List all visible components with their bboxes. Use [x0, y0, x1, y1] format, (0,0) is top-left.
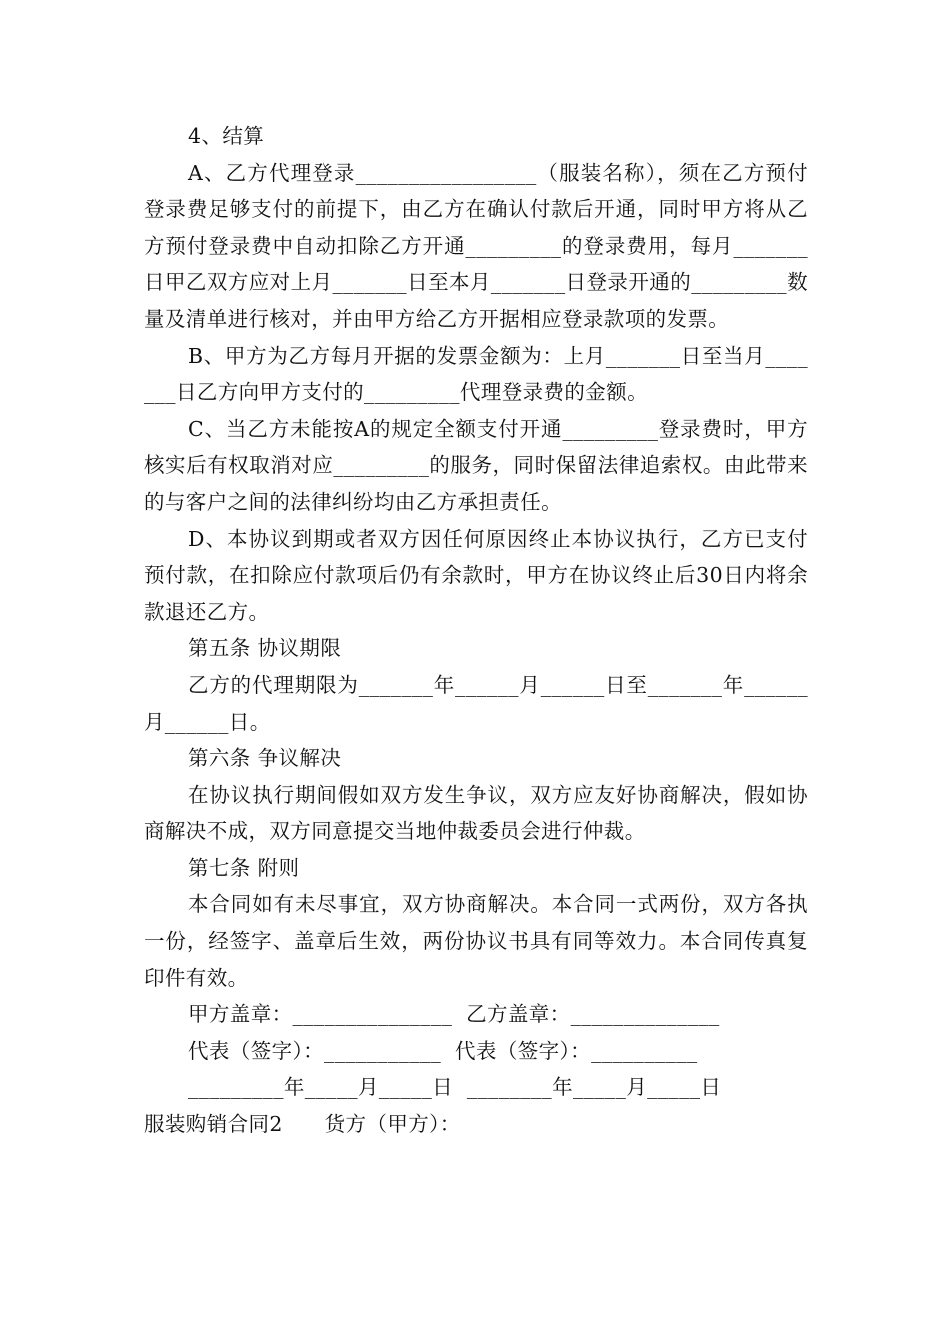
date-line: _________年_____月_____日 ________年_____月_____日: [188, 1075, 722, 1100]
clause-a-paragraph: A、乙方代理登录_________________（服装名称），须在乙方预付登录费足够支付的前提下，由乙方在确认付款后开通，同时甲方将从乙方预付登录费中自动扣除乙方开通_________的登录费用，每月_______日甲乙双方应对上月_______日至本月_______日登录开通的_________数量及清单进行核对，并由甲方给乙方开据相应登录款项的发票。: [144, 160, 808, 331]
document-body: [144, 118, 808, 1143]
clause-c-paragraph: C、当乙方未能按A的规定全额支付开通_________登录费时，甲方核实后有权取消对应_________的服务，同时保留法律追索权。由此带来的与客户之间的法律纠纷均由乙方承担责任。: [144, 416, 808, 514]
supplementary-paragraph: 本合同如有未尽事宜，双方协商解决。本合同一式两份，双方各执一份，经签字、盖章后生效，两份协议书具有同等效力。本合同传真复印件有效。: [144, 892, 808, 990]
representative-line: 代表（签字）：___________ 代表（签字）：__________: [188, 1038, 698, 1063]
article-6-heading: 第六条 争议解决: [188, 746, 342, 771]
article-7-heading: 第七条 附则: [188, 855, 300, 880]
next-contract-title-line: 服装购销合同2 货方（甲方）：: [144, 1112, 461, 1137]
agency-term-paragraph: 乙方的代理期限为_______年______月______日至_______年______月______日。: [144, 672, 808, 734]
section-heading-settlement: 4、结算: [188, 124, 265, 148]
article-5-heading: 第五条 协议期限: [188, 636, 342, 661]
clause-b-paragraph: B、甲方为乙方每月开据的发票金额为：上月_______日至当月_______日乙方向甲方支付的_________代理登录费的金额。: [144, 343, 808, 405]
clause-d-paragraph: D、本协议到期或者双方因任何原因终止本协议执行，乙方已支付预付款，在扣除应付款项后仍有余款时，甲方在协议终止后30日内将余款退还乙方。: [144, 526, 808, 624]
dispute-paragraph: 在协议执行期间假如双方发生争议，双方应友好协商解决，假如协商解决不成，双方同意提交当地仲裁委员会进行仲裁。: [144, 782, 808, 844]
seal-line: 甲方盖章：_______________ 乙方盖章：______________: [188, 1002, 720, 1027]
